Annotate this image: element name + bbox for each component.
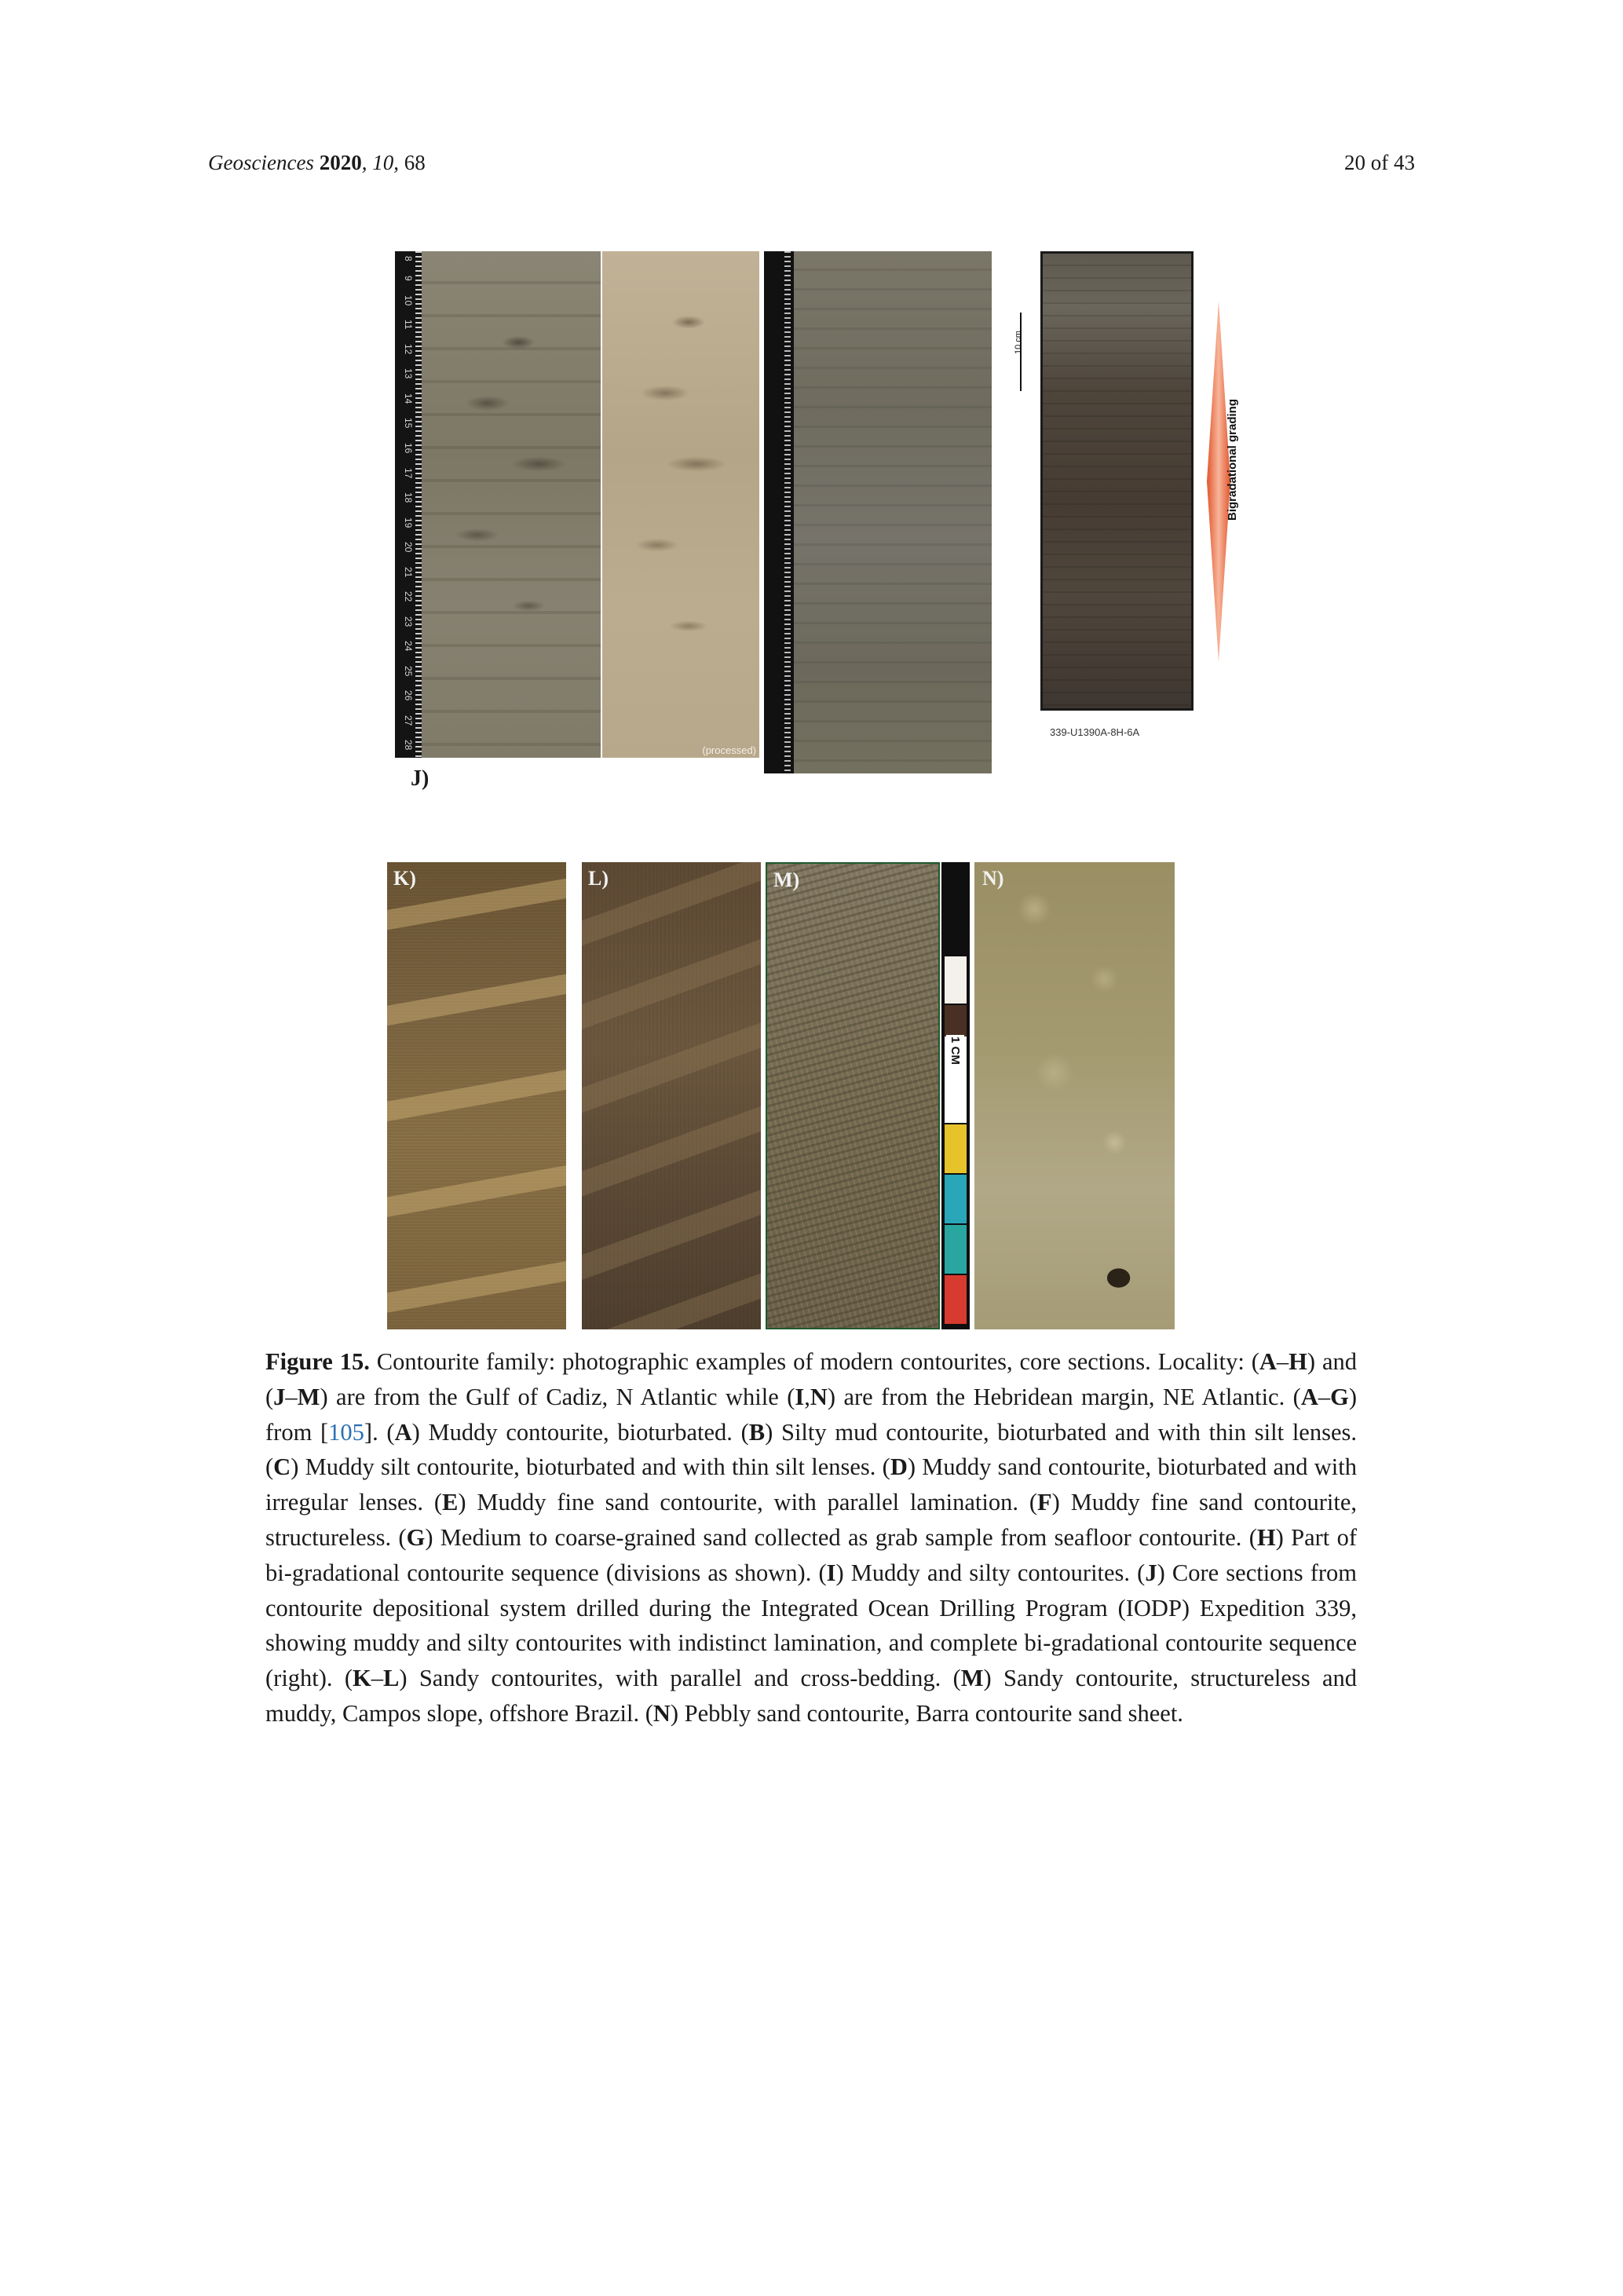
swatch-teal [945,1225,967,1274]
ruler-number: 11 [403,320,414,330]
ruler-number: 23 [403,616,414,627]
caption-segment: ) Silty mud contourite, bioturbated and with thin silt lenses. ( [265,1418,1357,1481]
panel-m [766,862,940,1329]
caption-segment: ) Muddy silt contourite, bioturbated and with thin silt lenses. ( [291,1453,890,1481]
caption-bold: F [1037,1489,1052,1516]
caption-segment: ) Part of bi-gradational contourite sequence (divisions as shown). ( [265,1523,1357,1586]
grading-label: Bigradational grading [1226,399,1239,521]
journal-citation: Geosciences 2020, 10, 68 [208,151,426,174]
swatch-yellow [945,1124,967,1173]
caption-segment: Contourite family: photographic examples of modern contourites, core sections. Locality: ( [369,1348,1259,1375]
caption-bold: N [810,1383,828,1410]
ruler-number: 21 [403,566,414,578]
ruler-number: 16 [403,443,414,454]
caption-bold: C [273,1453,291,1481]
figure-label: Figure 15. [265,1348,370,1375]
figure-caption [265,1344,1357,1731]
caption-segment: ) Muddy fine sand contourite, with parallel lamination. ( [458,1489,1038,1516]
caption-segment: – [1318,1383,1331,1410]
ruler-number: 18 [403,492,414,503]
ruler-number: 9 [403,275,414,281]
article-number: 68 [404,151,426,174]
swatch-white [945,956,967,1004]
caption-segment: ) Muddy sand contourite, bioturbated and with irregular lenses. ( [265,1453,1357,1516]
caption-segment: ) Muddy contourite, bioturbated. ( [411,1418,749,1446]
swatch-red [945,1275,967,1324]
ruler-number: 14 [403,393,414,404]
ruler-number: 19 [403,517,414,528]
panel-label-n: N) [982,867,1004,890]
core-id-label: 339-U1390A-8H-6A [1050,726,1140,738]
caption-segment: ) Muddy and silty contourites. ( [835,1559,1146,1586]
core-photo-bigradational [1040,251,1193,711]
panel-label-m: M) [773,868,800,891]
ruler-number: 25 [403,665,414,677]
caption-bold: G [406,1523,426,1551]
caption-segment: ) from [ [265,1383,1357,1446]
ruler-2 [764,251,794,773]
panel-label-k: K) [393,867,416,890]
journal-volume: 10 [372,151,394,174]
caption-segment: , [804,1383,810,1410]
page-number: 20 of 43 [1344,151,1415,174]
caption-bold: B [748,1418,766,1446]
ruler [395,251,422,758]
panel-n [974,862,1175,1329]
color-scale-bar [941,862,970,1329]
reference-link[interactable]: 105 [328,1418,364,1446]
caption-segment: ) are from the Gulf of Cadiz, N Atlantic while ( [320,1383,795,1410]
caption-segment: ) are from the Hebridean margin, NE Atlantic. ( [827,1383,1301,1410]
journal-year: 2020 [319,151,362,174]
ruler-number: 12 [403,343,414,355]
caption-bold: N [652,1699,671,1727]
caption-bold: L [383,1665,400,1692]
caption-bold: G [1330,1383,1349,1410]
caption-bold: M [960,1665,984,1692]
caption-bold: I [795,1383,805,1410]
caption-segment: – [285,1383,298,1410]
core-photo-silty [764,251,992,773]
ruler-number: 27 [403,715,414,726]
core-photo-processed [602,251,759,758]
caption-segment: – [371,1665,384,1692]
caption-segment: ) Muddy fine sand contourite, structureless. ( [265,1489,1357,1551]
figure-15 [381,242,1252,1333]
cm-label: 1 CM [946,1035,964,1066]
caption-bold: K [353,1665,371,1692]
caption-bold: E [442,1489,459,1516]
ruler-number: 10 [403,294,414,306]
journal-name: Geosciences [208,151,314,174]
processed-label: (processed) [702,744,756,756]
caption-bold: A [1300,1383,1318,1410]
caption-segment: ) Pebbly sand contourite, Barra contourite sand sheet. [670,1699,1183,1727]
ruler-number: 13 [403,368,414,379]
caption-text [265,1344,1357,1731]
swatch-brown [945,1005,967,1036]
caption-bold: H [1289,1348,1307,1375]
caption-segment: ]. ( [364,1418,395,1446]
scale-label: 10 cm [1013,331,1023,354]
caption-bold: D [890,1453,908,1481]
ruler-number: 22 [403,591,414,602]
caption-bold: J [273,1383,286,1410]
panel-l [582,862,761,1329]
caption-segment: ) Sandy contourite, structureless and muddy, Campos slope, offshore Brazil. ( [265,1665,1358,1727]
caption-bold: I [826,1559,836,1586]
caption-bold: J [1145,1559,1157,1586]
caption-segment: ) and ( [265,1348,1357,1410]
ruler-number: 28 [403,740,414,751]
ruler-numbers [398,256,414,751]
panel-label-j: J) [411,766,430,791]
caption-bold: M [297,1383,320,1410]
panel-label-l: L) [588,867,609,890]
ruler-number: 8 [403,256,414,261]
page-header [208,151,1415,175]
caption-segment: ) Medium to coarse-grained sand collected as grab sample from seafloor contourite. ( [425,1523,1257,1551]
caption-segment: – [1276,1348,1289,1375]
caption-segment: ) Core sections from contourite depositional system drilled during the Integrated Ocean Drilling Program (IODP) Expedition 339, showing muddy and silty contourites with indistinct lamination, and complete bi-gradational contourite sequence (right). ( [265,1559,1357,1692]
panel-k [387,862,566,1329]
swatch-cyan [945,1175,967,1223]
caption-bold: A [1259,1348,1277,1375]
caption-segment: ) Sandy contourites, with parallel and cross-bedding. ( [399,1665,961,1692]
ruler-number: 17 [403,467,414,478]
ruler-number: 26 [403,690,414,701]
ruler-number: 15 [403,418,414,429]
caption-bold: H [1256,1523,1276,1551]
ruler-number: 24 [403,641,414,652]
core-photo-raw [395,251,601,758]
scale-bar [1013,313,1029,391]
caption-bold: A [394,1418,412,1446]
ruler-number: 20 [403,542,414,553]
